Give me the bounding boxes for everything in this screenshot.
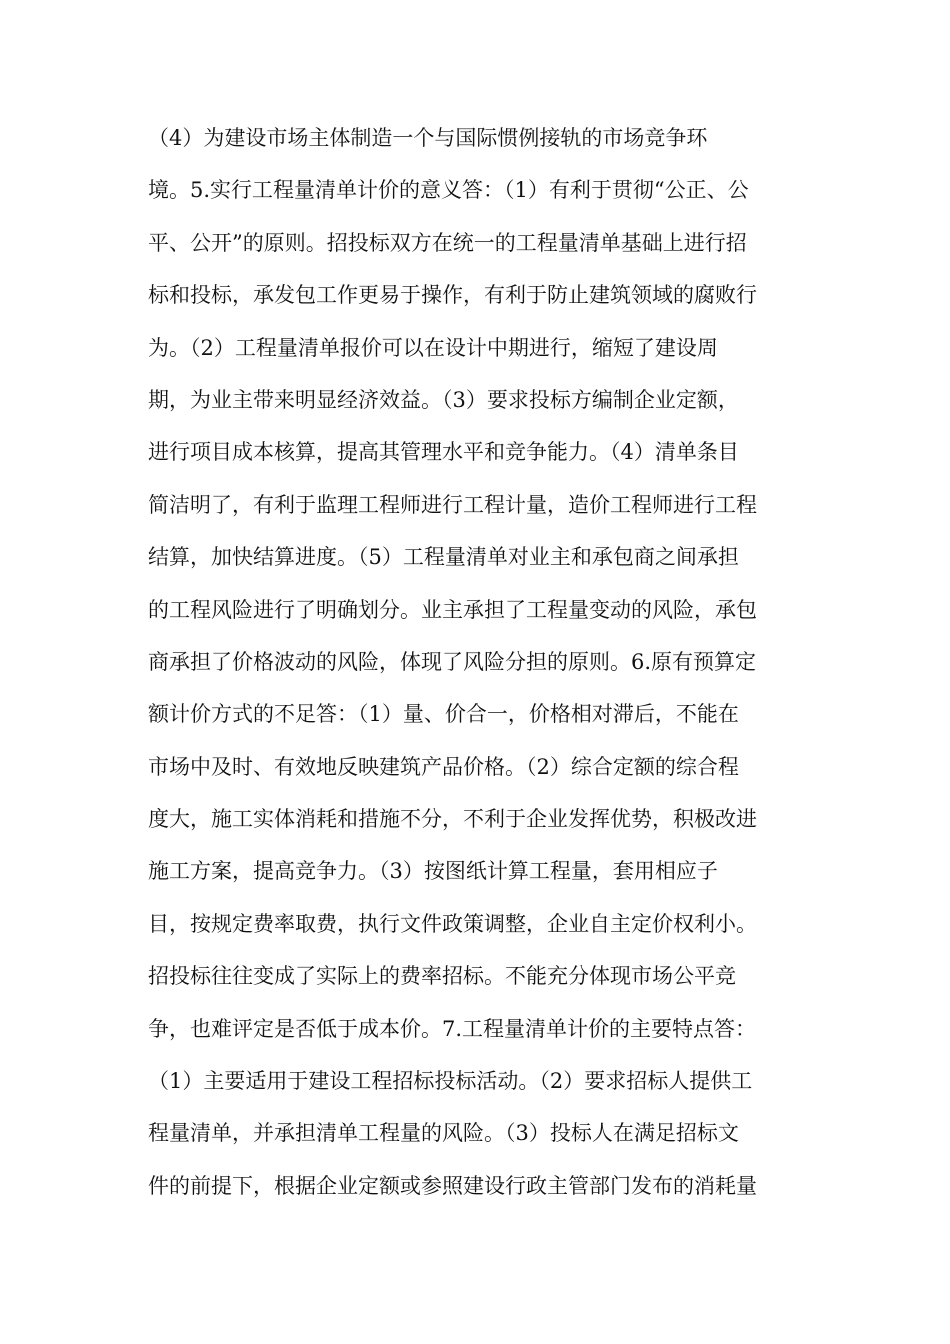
text-line: 市场中及时、有效地反映建筑产品价格。（2）综合定额的综合程: [148, 754, 739, 779]
text-line: 结算，加快结算进度。（5）工程量清单对业主和承包商之间承担: [148, 545, 739, 570]
text-line: 为。（2）工程量清单报价可以在设计中期进行，缩短了建设周: [148, 335, 718, 360]
text-line: 争，也难评定是否低于成本价。7.工程量清单计价的主要特点答：: [148, 1016, 757, 1041]
text-line: （4）为建设市场主体制造一个与国际惯例接轨的市场竞争环: [148, 126, 708, 150]
text-line: 件的前提下，根据企业定额或参照建设行政主管部门发布的消耗量: [148, 1173, 757, 1198]
text-line: 施工方案，提高竞争力。（3）按图纸计算工程量，套用相应子: [148, 859, 718, 884]
text-line: （1）主要适用于建设工程招标投标活动。（2）要求招标人提供工: [148, 1069, 753, 1094]
text-line: 目，按规定费率取费，执行文件政策调整，企业自主定价权利小。: [148, 911, 757, 936]
text-line: 额计价方式的不足答：（1）量、价合一，价格相对滞后，不能在: [148, 702, 739, 727]
text-line: 简洁明了，有利于监理工程师进行工程计量，造价工程师进行工程: [148, 492, 757, 517]
text-line: 平、公开”的原则。招投标双方在统一的工程量清单基础上进行招: [148, 230, 747, 255]
text-line: 商承担了价格波动的风险，体现了风险分担的原则。6.原有预算定: [148, 649, 757, 674]
text-line: 的工程风险进行了明确划分。业主承担了工程量变动的风险，承包: [148, 597, 757, 622]
text-line: 程量清单，并承担清单工程量的风险。（3）投标人在满足招标文: [148, 1121, 739, 1146]
text-line: 招投标往往变成了实际上的费率招标。不能充分体现市场公平竞: [148, 964, 736, 989]
body-text: [148, 118, 808, 1218]
text-line: 度大，施工实体消耗和措施不分，不利于企业发挥优势，积极改进: [148, 807, 757, 832]
text-line: 期，为业主带来明显经济效益。（3）要求投标方编制企业定额，: [148, 387, 739, 412]
text-line: 境。5.实行工程量清单计价的意义答：（1）有利于贯彻“公正、公: [148, 178, 749, 203]
text-line: 进行项目成本核算，提高其管理水平和竞争能力。（4）清单条目: [148, 440, 739, 465]
text-line: 标和投标，承发包工作更易于操作，有利于防止建筑领域的腐败行: [148, 283, 757, 308]
